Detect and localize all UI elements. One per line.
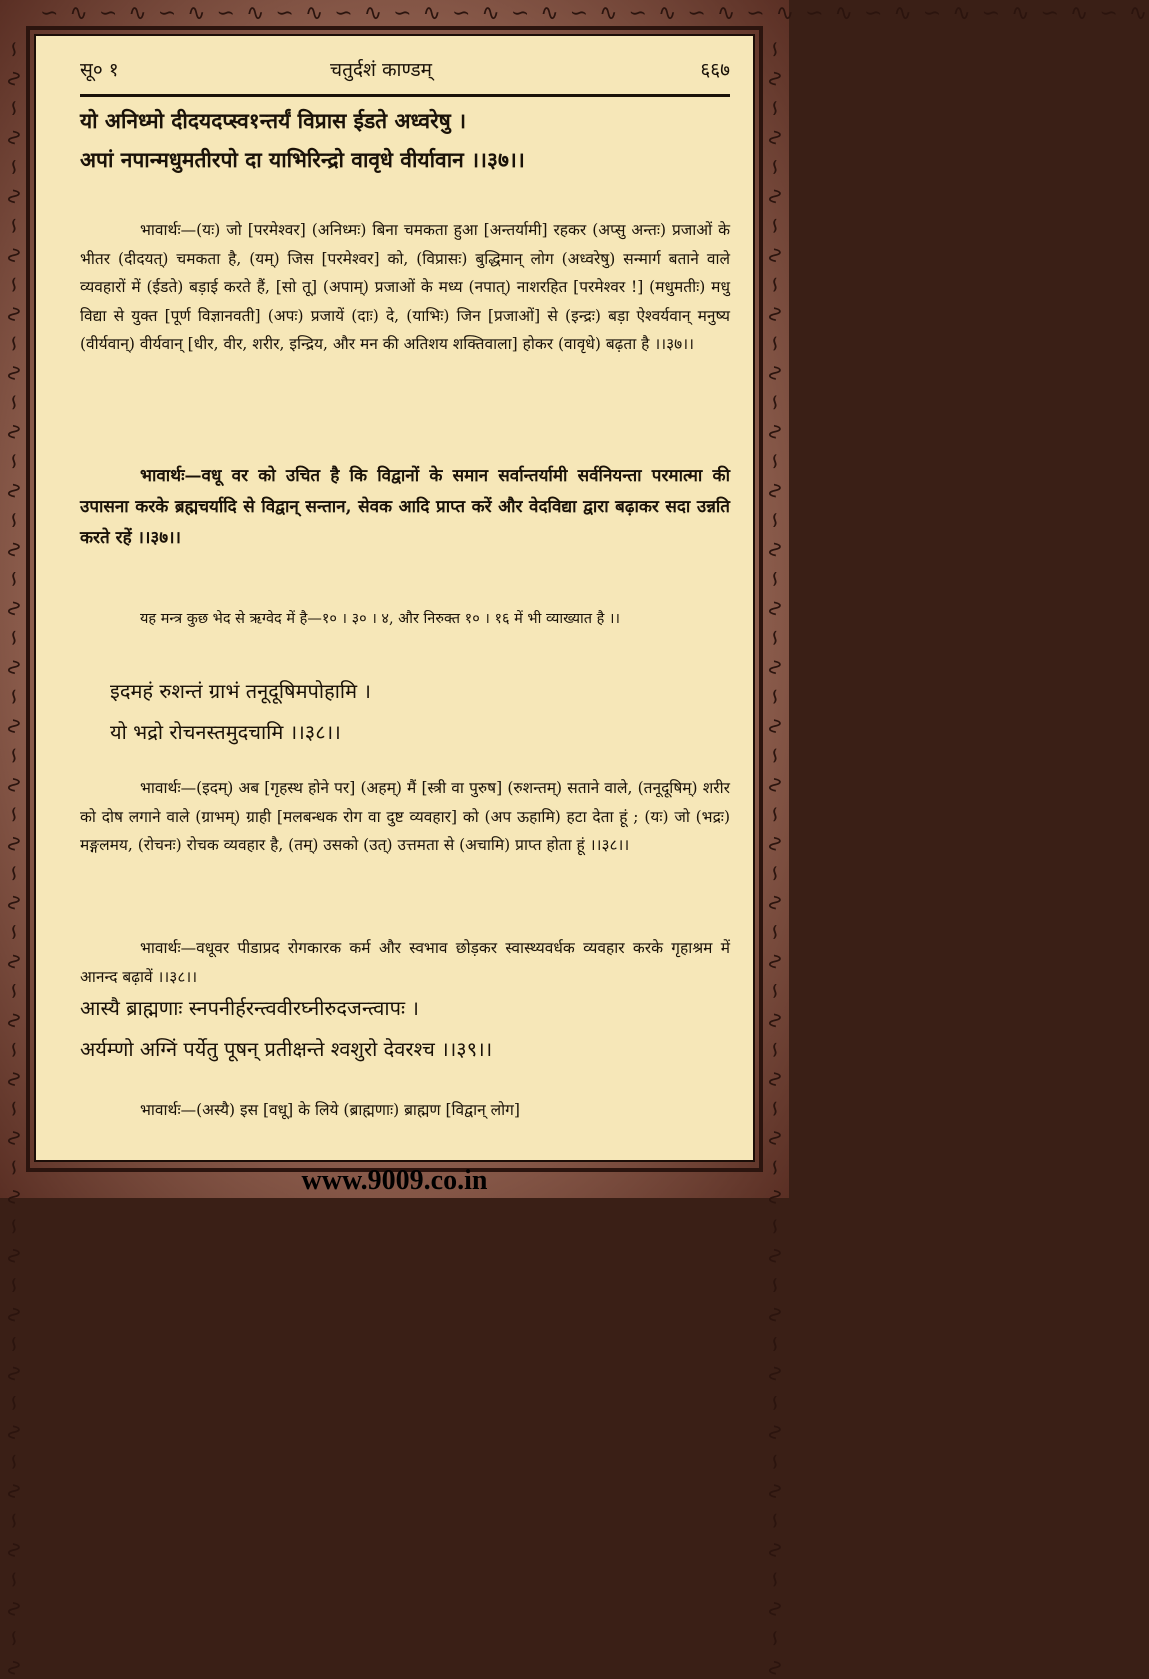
bhavartha-38: भावार्थः—वधूवर पीडाप्रद रोगकारक कर्म और स्वभाव छोड़कर स्वास्थ्यवर्धक व्यवहार करके गृहाश्रम में आनन्द बढ़ावें ।।३८।। bbox=[80, 939, 730, 986]
mantra-37-line-2: अपां नपान्मधुमतीरपो दा याभिरिन्द्रो वावृधे वीर्यावान ।।३७।। bbox=[80, 147, 525, 172]
reference-note-37: यह मन्त्र कुछ भेद से ऋग्वेद में है—१० । ३० । ४, और निरुक्त १० । १६ में भी व्याख्यात है ।। bbox=[140, 611, 620, 627]
padartha-37: भावार्थः—(यः) जो [परमेश्वर] (अनिध्मः) बिना चमकता हुआ [अन्तर्यामी] रहकर (अप्सु अन्तः) प्रजाओं के भीतर (दीदयत्) चमकता है, (यम्) जिस [परमेश्वर] को, (विप्रासः) बुद्धिमान् लोग (अध्वरेषु) सन्मार्ग बताने वाले व्यवहारों में (ईडते) बड़ाई करते हैं, [सो तू] (अपाम्) प्रजाओं के मध्य (नपात्) नाशरहित [परमेश्वर !] (मधुमतीः) मधु विद्या से युक्त [पूर्ण विज्ञानवती] (अपः) प्रजायें (दाः) दे, (याभिः) जिन [प्रजाओं] से (इन्द्रः) बड़ा ऐश्वर्यवान् मनुष्य (वीर्यवान्) वीर्यवान् [धीर, वीर, शरीर, इन्द्रिय, और मन की अतिशय शक्तिवाला] होकर (वावृधे) बढ़ता है ।।३७।। bbox=[80, 221, 730, 353]
top-ornament-border: ∽ ∿ ∽ ∿ ∽ ∿ ∽ ∿ ∽ ∿ ∽ ∿ ∽ ∿ ∽ ∿ ∽ ∿ ∽ ∿ ∽ ∿ ∽ ∿ ∽ ∿ ∽ ∿ ∽ ∿ ∽ ∿ ∽ ∿ ∽ ∿ ∽ ∿ bbox=[40, 1, 1149, 26]
book-page bbox=[34, 34, 755, 1162]
left-ornament-border: ∽ ∿ ∽ ∿ ∽ ∿ ∽ ∿ ∽ ∿ ∽ ∿ ∽ ∿ ∽ ∿ ∽ ∿ ∽ ∿ ∽ ∿ ∽ ∿ ∽ ∿ ∽ ∿ ∽ ∿ ∽ ∿ ∽ ∿ ∽ ∿ ∽ ∿ ∽ ∿ ∽ ∿ ∽ ∿ ∽ ∿ ∽ ∿ ∽ ∿ ∽ ∿ ∽ ∿ ∽ ∿ bbox=[1, 40, 26, 1679]
mantra-38 bbox=[80, 671, 730, 753]
sukta-number: सू० १ bbox=[80, 59, 119, 81]
page-number: ६६७ bbox=[700, 59, 730, 81]
bhavartha-37: भावार्थः—वधू वर को उचित है कि विद्वानों के समान सर्वान्तर्यामी सर्वनियन्ता परमात्मा की उपासना करके ब्रह्मचर्यादि से विद्वान् सन्तान, सेवक आदि प्राप्त करें और वेदविद्या द्वारा बढ़ाकर सदा उन्नति करते रहें ।।३७।। bbox=[80, 466, 730, 548]
mantra-37 bbox=[80, 101, 730, 179]
mantra-39 bbox=[80, 988, 730, 1070]
header-rule bbox=[80, 94, 730, 97]
padartha-39: भावार्थः—(अस्यै) इस [वधू] के लिये (ब्राह्मणाः) ब्राह्मण [विद्वान् लोग] bbox=[140, 1101, 520, 1119]
mantra-38-line-2: यो भद्रो रोचनस्तमुदचामि ।।३८।। bbox=[110, 720, 341, 744]
padartha-38: भावार्थः—(इदम्) अब [गृहस्थ होने पर] (अहम्) मैं [स्त्री वा पुरुष] (रुशन्तम्) सताने वाले, (तनूदूषिम्) शरीर को दोष लगाने वाले (ग्राभम्) ग्राही [मलबन्धक रोग वा दुष्ट व्यवहार] को (अप ऊहामि) हटा देता हूं ; (यः) जो (भद्रः) मङ्गलमय, (रोचनः) रोचक व्यवहार है, (तम्) उसको (उत्) उत्तमता से (अचामि) प्राप्त होता हूं ।।३८।। bbox=[80, 779, 730, 854]
right-ornament-border: ∽ ∿ ∽ ∿ ∽ ∿ ∽ ∿ ∽ ∿ ∽ ∿ ∽ ∿ ∽ ∿ ∽ ∿ ∽ ∿ ∽ ∿ ∽ ∿ ∽ ∿ ∽ ∿ ∽ ∿ ∽ ∿ ∽ ∿ ∽ ∿ ∽ ∿ ∽ ∿ ∽ ∿ ∽ ∿ ∽ ∿ ∽ ∿ ∽ ∿ ∽ ∿ ∽ ∿ ∽ ∿ bbox=[762, 40, 787, 1679]
page-header bbox=[80, 56, 730, 86]
mantra-39-line-2: अर्यम्णो अग्निं पर्येतु पूषन् प्रतीक्षन्ते श्वशुरो देवरश्च ।।३९।। bbox=[80, 1037, 493, 1061]
website-footer: www.9009.co.in bbox=[301, 1165, 488, 1196]
mantra-37-line-1: यो अनिध्मो दीदयदप्स्व१न्तर्यं विप्रास ईडते अध्वरेषु । bbox=[80, 108, 467, 133]
mantra-39-line-1: आस्यै ब्राह्मणाः स्नपनीर्हरन्त्ववीरघ्नीरुदजन्त्वापः । bbox=[80, 996, 419, 1020]
kanda-title: चतुर्दशं काण्डम् bbox=[330, 59, 433, 81]
mantra-38-line-1: इदमहं रुशन्तं ग्राभं तनूदूषिमपोहामि । bbox=[110, 679, 371, 703]
